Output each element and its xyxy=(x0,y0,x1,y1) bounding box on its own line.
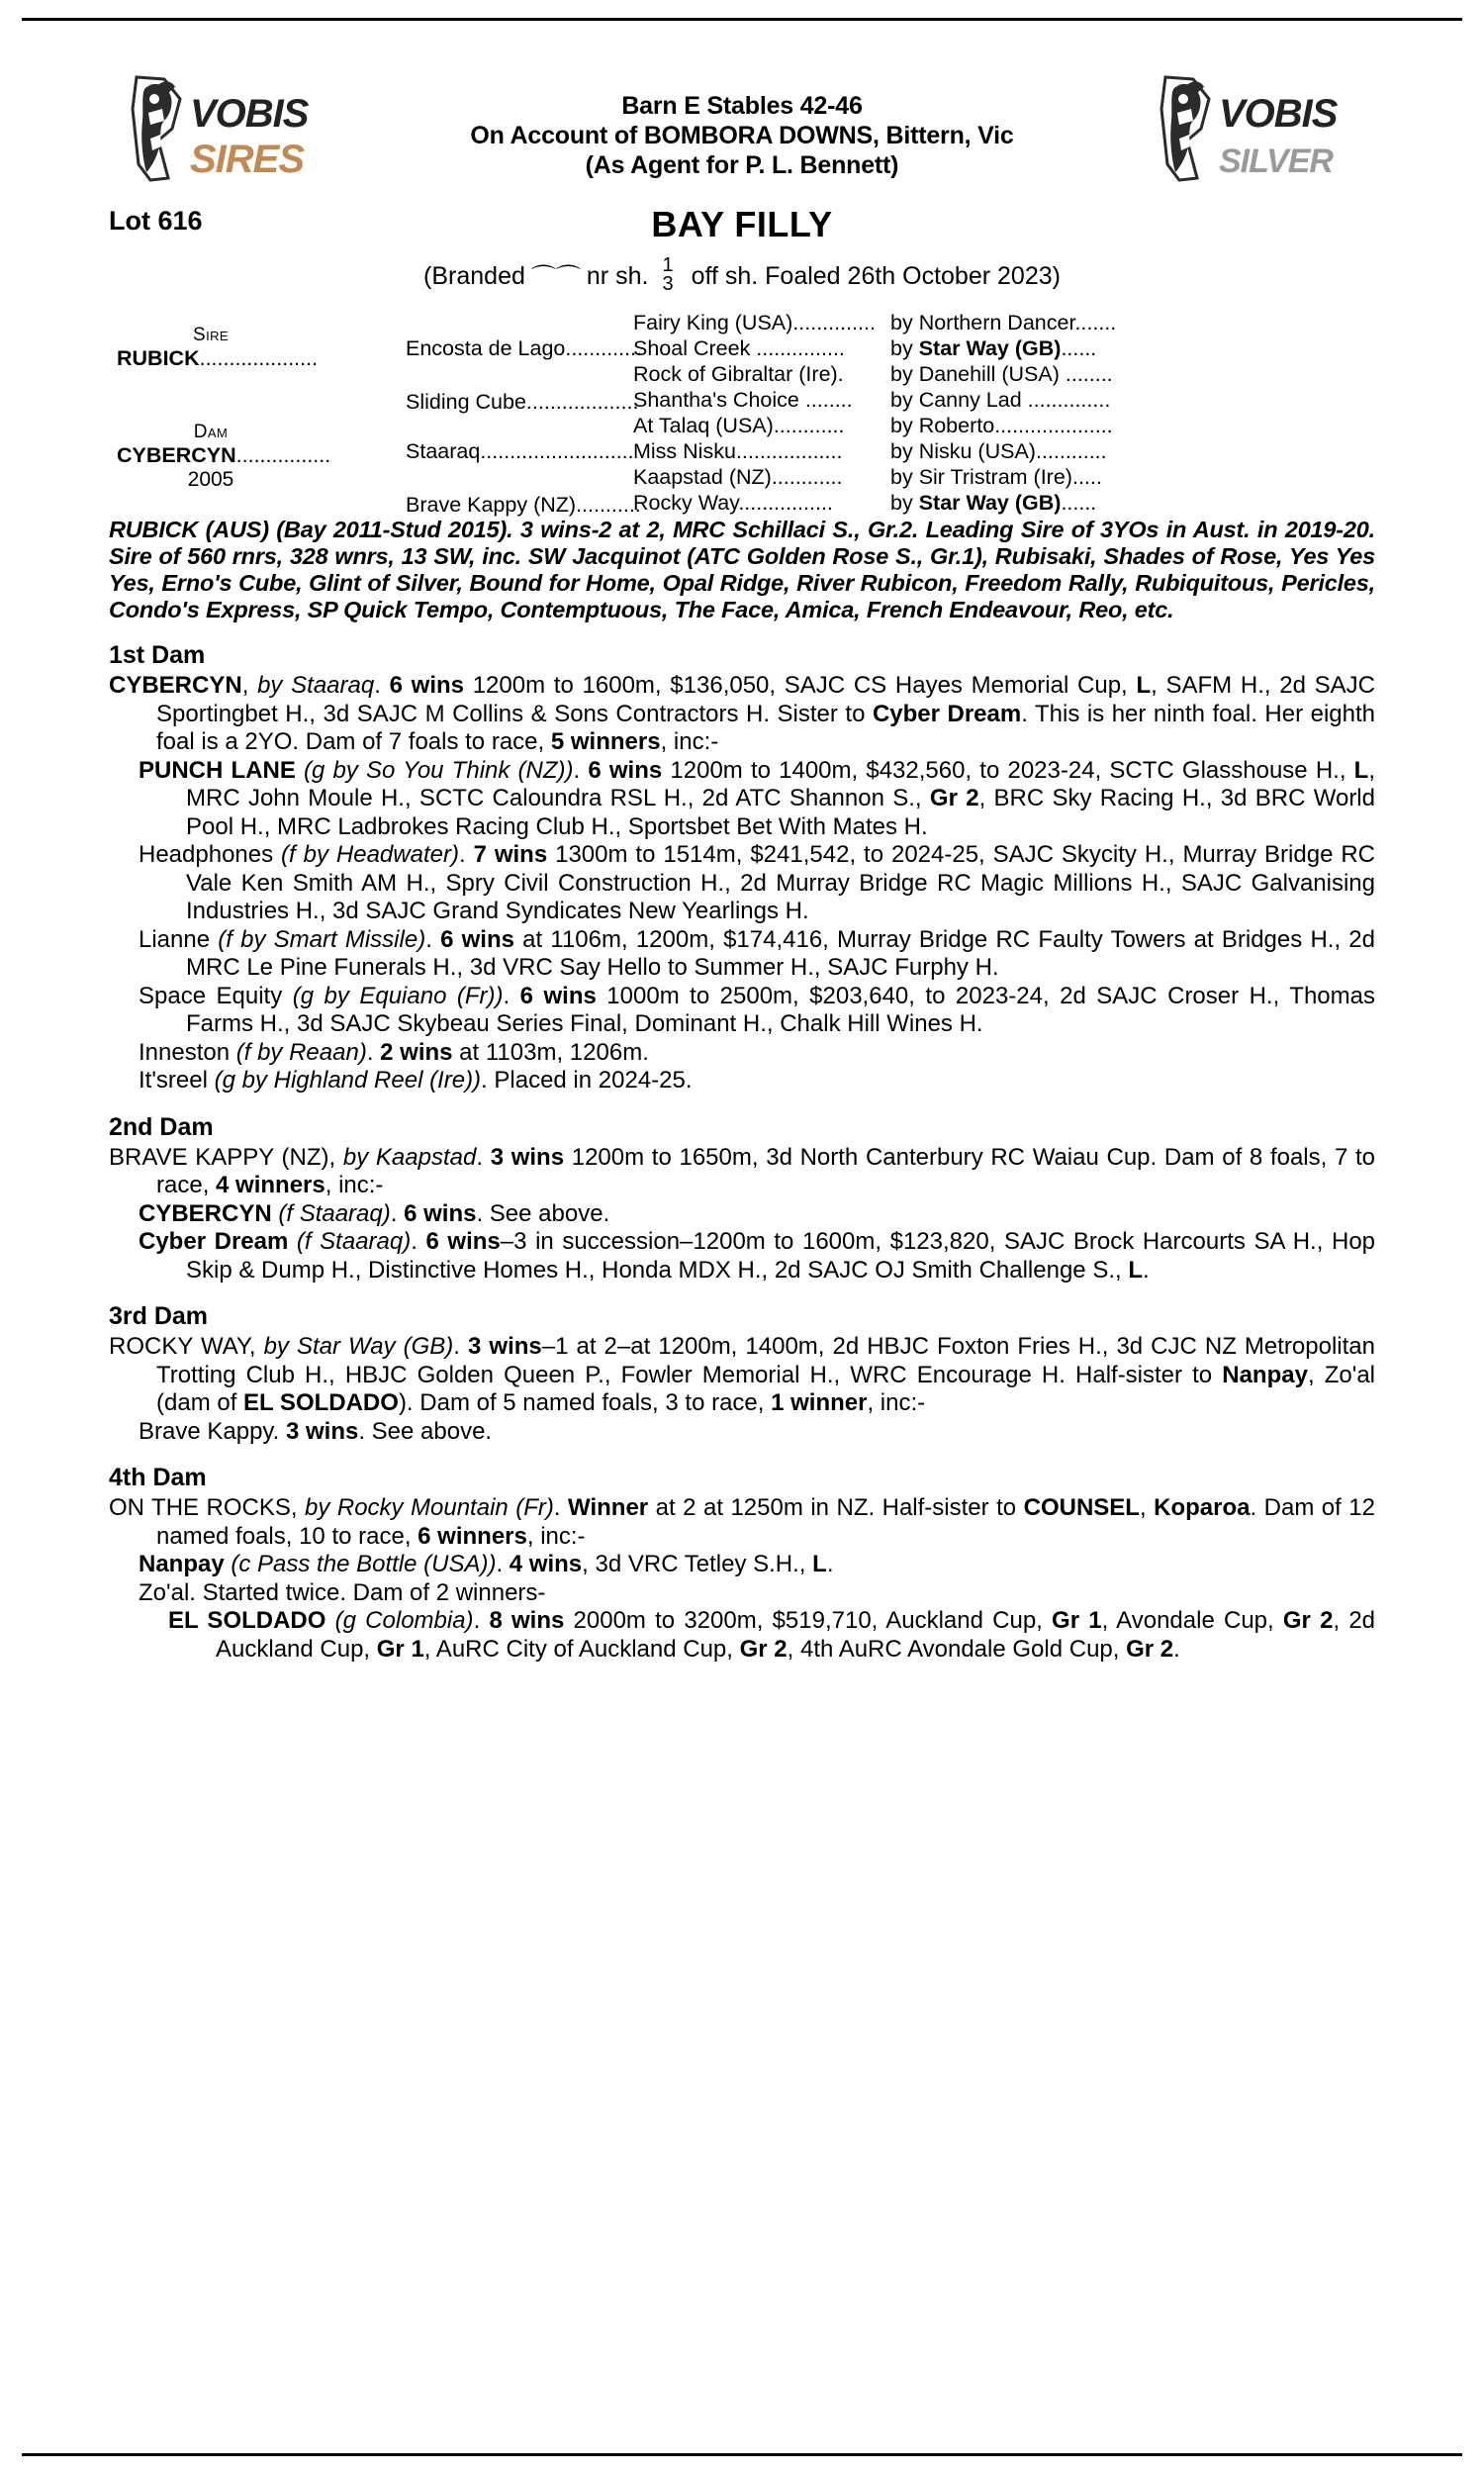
pedigree-gen3-name: Shantha's Choice xyxy=(633,388,799,412)
pedigree-gen3-row xyxy=(633,336,890,362)
pedigree-gen2-name: Encosta de Lago xyxy=(406,336,566,360)
pedigree-gen4-by: by xyxy=(890,491,919,515)
vobis-silver-logo xyxy=(1158,69,1355,186)
page-content xyxy=(109,69,1375,1664)
sire-summary-paragraph: RUBICK (AUS) (Bay 2011-Stud 2015). 3 wins-2 at 2, MRC Schillaci S., Gr.2. Leading Sire of 3YOs in Aust. in 2019-20. Sire of 560 rnrs, 328 wnrs, 13 SW, inc. SW Jacquinot (ATC Golden Rose S., Gr.1), Rubisaki, Shades of Rose, Yes Yes Yes, Erno's Cube, Glint of Silver, Bound for Home, Opal Ridge, River Rubicon, Freedom Rally, Rubiquitous, Pericles, Condo's Express, SP Quick Tempo, Contemptuous, The Face, Amica, French Endeavour, Reo, etc. xyxy=(109,517,1375,622)
pedigree-gen3-row xyxy=(633,439,890,465)
pedigree-gen4-name: Canny Lad xyxy=(918,388,1022,412)
pedigree-gen2-dots: .......................... xyxy=(480,439,634,463)
vobis-sires-logo xyxy=(129,69,326,186)
pedigree-gen3-row xyxy=(633,362,890,388)
pedigree-gen3-dots: ........ xyxy=(798,388,853,412)
pedigree-gen4-dots: ............ xyxy=(1035,439,1107,463)
pedigree-gen2-row xyxy=(406,493,641,518)
pedigree-gen4-by: by xyxy=(890,336,919,360)
sire-name-row xyxy=(117,346,318,371)
pedigree-gen4-dots: ..... xyxy=(1071,465,1102,489)
pedigree-col-sireline xyxy=(890,311,1375,517)
sire-dots: .................... xyxy=(199,346,319,370)
svg-text:VOBIS: VOBIS xyxy=(190,92,309,136)
pedigree-gen2-row xyxy=(406,336,642,361)
pedigree-entry: BRAVE KAPPY (NZ), by Kaapstad. 3 wins 1200m to 1650m, 3d North Canterbury RC Waiau Cup. Dam of 8 foals, 7 to race, 4 winners, inc:- xyxy=(109,1143,1376,1198)
dam-sections xyxy=(109,641,1375,1664)
pedigree-entry: Nanpay (c Pass the Bottle (USA)). 4 wins, 3d VRC Tetley S.H., L. xyxy=(139,1551,834,1577)
pedigree-gen4-name: Star Way (GB) xyxy=(918,336,1062,360)
svg-text:SIRES: SIRES xyxy=(190,138,305,181)
svg-text:VOBIS: VOBIS xyxy=(1219,92,1338,136)
pedigree-gen4-row xyxy=(890,439,1375,465)
pedigree-gen4-by: by xyxy=(890,388,919,412)
pedigree-gen4-by: by xyxy=(890,362,919,386)
pedigree-entry: ON THE ROCKS, by Rocky Mountain (Fr). Winner at 2 at 1250m in NZ. Half-sister to COUNSEL, Koparoa. Dam of 12 named foals, 10 to race, 6 winners, inc:- xyxy=(109,1494,1375,1550)
brand-fraction xyxy=(662,256,673,294)
account-line: On Account of BOMBORA DOWNS, Bittern, Vic xyxy=(470,122,1014,149)
dam-year: 2005 xyxy=(187,468,234,491)
lot-number: Lot 616 xyxy=(109,206,203,236)
pedigree-gen4-row xyxy=(890,311,1375,336)
pedigree-col-greatgrandparents xyxy=(633,311,890,517)
dam-label: Dam xyxy=(193,422,229,442)
pedigree-gen3-row xyxy=(633,491,890,517)
pedigree-gen3-dots: ............ xyxy=(773,414,845,437)
pedigree-gen4-row xyxy=(890,362,1375,388)
pedigree-gen3-dots: ................ xyxy=(738,491,833,515)
pedigree-gen4-name: Star Way (GB) xyxy=(918,491,1062,515)
sire-name: RUBICK xyxy=(117,346,200,370)
page-bottom-rule xyxy=(22,2453,1462,2456)
pedigree-entry: Lianne (f by Smart Missile). 6 wins at 1106m, 1200m, $174,416, Murray Bridge RC Faulty Towers at Bridges H., 2d MRC Le Pine Funerals H., 3d VRC Say Hello to Summer H., SAJC Furphy H. xyxy=(139,925,1375,981)
pedigree-gen3-dots: .................. xyxy=(735,439,843,463)
pedigree-gen4-dots: ...... xyxy=(1061,336,1097,360)
barn-line: Barn E Stables 42-46 xyxy=(621,92,863,120)
brand-near-shoulder: nr sh. xyxy=(586,261,649,290)
pedigree-entry: Zo'al. Started twice. Dam of 2 winners- xyxy=(139,1578,546,1606)
pedigree-gen3-name: Fairy King (USA) xyxy=(633,311,793,334)
pedigree-gen3-name: Rocky Way xyxy=(633,491,739,515)
pedigree-gen3-row xyxy=(633,465,890,491)
pedigree-gen2-name: Staaraq xyxy=(406,439,481,463)
page-title: BAY FILLY xyxy=(651,204,833,244)
pedigree-gen2-row xyxy=(406,390,638,415)
pedigree-entry: Brave Kappy. 3 wins. See above. xyxy=(139,1417,493,1445)
pedigree-gen4-row xyxy=(890,414,1375,439)
agent-line: (As Agent for P. L. Bennett) xyxy=(585,151,899,179)
pedigree-gen4-row xyxy=(890,465,1375,491)
pedigree-gen4-name: Northern Dancer xyxy=(918,311,1075,334)
sire-label: Sire xyxy=(193,325,229,345)
dam-name-row xyxy=(117,443,330,468)
pedigree-gen4-name: Danehill (USA) xyxy=(918,362,1060,386)
dam-name: CYBERCYN xyxy=(117,443,236,467)
pedigree-gen3-row xyxy=(633,311,890,336)
header xyxy=(109,69,1375,198)
pedigree-entry: ROCKY WAY, by Star Way (GB). 3 wins–1 at 2–at 1200m, 1400m, 2d HBJC Foxton Fries H., 3d CJC NZ Metropolitan Trotting Club H., HBJC Golden Queen P., Fowler Memorial H., WRC Encourage H. Half-sister to Nanpay, Zo'al (dam of EL SOLDADO). Dam of 5 named foals, 3 to race, 1 winner, inc:- xyxy=(109,1333,1375,1416)
horse-rider-icon xyxy=(133,77,180,180)
pedigree-gen4-by: by xyxy=(890,311,919,334)
dam-section-heading: 3rd Dam xyxy=(109,1302,209,1330)
pedigree-gen4-dots: .............. xyxy=(1021,388,1111,412)
dam-section-heading: 4th Dam xyxy=(109,1464,207,1491)
brand-off-shoulder-foaled: off sh. Foaled 26th October 2023) xyxy=(691,261,1061,290)
pedigree-gen3-row xyxy=(633,388,890,414)
lot-title-row xyxy=(109,204,1375,249)
pedigree-entry: Space Equity (g by Equiano (Fr)). 6 wins 1000m to 2500m, $203,640, to 2023-24, 2d SAJC Croser H., Thomas Farms H., 3d SAJC Skybeau Series Final, Dominant H., Chalk Hill Wines H. xyxy=(139,982,1375,1037)
dam-dots: ................ xyxy=(235,443,331,467)
pedigree-gen2-name: Sliding Cube xyxy=(406,390,526,414)
pedigree-gen2-name: Brave Kappy (NZ) xyxy=(406,493,577,517)
pedigree-gen3-dots: ............... xyxy=(750,336,845,360)
pedigree-gen2-dots: ................... xyxy=(525,390,639,414)
brand-symbol-icon: ⌒⌒ xyxy=(530,264,581,292)
pedigree-entry: Headphones (f by Headwater). 7 wins 1300m to 1514m, $241,542, to 2024-25, SAJC Skycity H., Murray Bridge RC Vale Ken Smith AM H., Spry Civil Construction H., 2d Murray Bridge RC Magic Millions H., SAJC Galvanising Industries H., 3d SAJC Grand Syndicates New Yearlings H. xyxy=(139,841,1376,924)
horse-rider-icon xyxy=(1161,77,1209,180)
dam-section-heading: 1st Dam xyxy=(109,641,206,669)
branding-line xyxy=(109,255,1375,297)
dam-section-heading: 2nd Dam xyxy=(109,1112,214,1141)
pedigree-entry: Cyber Dream (f Staaraq). 6 wins–3 in succession–1200m to 1600m, $123,820, SAJC Brock Harcourts SA H., Hop Skip & Dump H., Distinctive Homes H., Honda MDX H., 2d SAJC OJ Smith Challenge S., L. xyxy=(139,1228,1376,1284)
pedigree-gen3-name: Miss Nisku xyxy=(633,439,736,463)
pedigree-gen4-name: Sir Tristram (Ire) xyxy=(918,465,1072,489)
pedigree-dam-block xyxy=(117,422,330,492)
pedigree-gen4-by: by xyxy=(890,439,919,463)
pedigree-entry: PUNCH LANE (g by So You Think (NZ)). 6 wins 1200m to 1400m, $432,560, to 2023-24, SCTC Glasshouse H., L, MRC John Moule H., SCTC Caloundra RSL H., 2d ATC Shannon S., Gr 2, BRC Sky Racing H., 3d BRC World Pool H., MRC Ladbrokes Racing Club H., Sportsbet Bet With Mates H. xyxy=(139,756,1376,840)
consignor-block xyxy=(336,91,1148,180)
pedigree-gen2-dots: ........... xyxy=(576,493,641,517)
pedigree-gen2-dots: ............. xyxy=(565,336,643,360)
brand-prefix: (Branded xyxy=(423,261,525,290)
pedigree-sire-block xyxy=(117,325,318,371)
pedigree-gen3-name: Kaapstad (NZ) xyxy=(633,465,772,489)
page-top-rule xyxy=(22,18,1462,21)
pedigree-gen3-name: At Talaq (USA) xyxy=(633,414,774,437)
pedigree-gen3-dots: ............ xyxy=(771,465,843,489)
pedigree-gen2-row xyxy=(406,439,634,464)
pedigree-gen4-row xyxy=(890,388,1375,414)
pedigree-entry: CYBERCYN (f Staaraq). 6 wins. See above. xyxy=(139,1199,610,1227)
pedigree-gen4-name: Roberto xyxy=(918,414,995,437)
pedigree-gen4-row xyxy=(890,336,1375,362)
pedigree-gen4-by: by xyxy=(890,465,919,489)
pedigree-gen4-dots: ...... xyxy=(1061,491,1097,515)
pedigree-gen4-dots: ....... xyxy=(1074,311,1117,334)
brand-fraction-denominator: 3 xyxy=(662,273,674,295)
pedigree-gen4-dots: ........ xyxy=(1059,362,1113,386)
pedigree-entry: EL SOLDADO (g Colombia). 8 wins 2000m to 3200m, $519,710, Auckland Cup, Gr 1, Avondale Cup, Gr 2, 2d Auckland Cup, Gr 1, AuRC City of Auckland Cup, Gr 2, 4th AuRC Avondale Gold Cup, Gr 2. xyxy=(168,1607,1376,1663)
pedigree-gen3-row xyxy=(633,414,890,439)
brand-fraction-numerator: 1 xyxy=(662,254,674,276)
pedigree-entry: It'sreel (g by Highland Reel (Ire)). Placed in 2024-25. xyxy=(139,1067,693,1094)
pedigree-entry: CYBERCYN, by Staaraq. 6 wins 1200m to 1600m, $136,050, SAJC CS Hayes Memorial Cup, L, SAFM H., 2d SAJC Sportingbet H., 3d SAJC M Collins & Sons Contractors H. Sister to Cyber Dream. This is her ninth foal. Her eighth foal is a 2YO. Dam of 7 foals to race, 5 winners, inc:- xyxy=(109,672,1376,755)
pedigree-gen4-name: Nisku (USA) xyxy=(918,439,1036,463)
pedigree-entry: Inneston (f by Reaan). 2 wins at 1103m, 1206m. xyxy=(139,1038,649,1066)
pedigree-gen3-dots: .............. xyxy=(792,311,876,334)
pedigree-gen4-row xyxy=(890,491,1375,517)
pedigree-gen3-name: Rock of Gibraltar (Ire). xyxy=(633,362,844,386)
svg-text:SILVER: SILVER xyxy=(1219,143,1333,180)
pedigree-table xyxy=(109,311,1375,517)
pedigree-gen3-name: Shoal Creek xyxy=(633,336,751,360)
pedigree-gen4-by: by xyxy=(890,414,919,437)
pedigree-gen4-dots: .................... xyxy=(994,414,1113,437)
